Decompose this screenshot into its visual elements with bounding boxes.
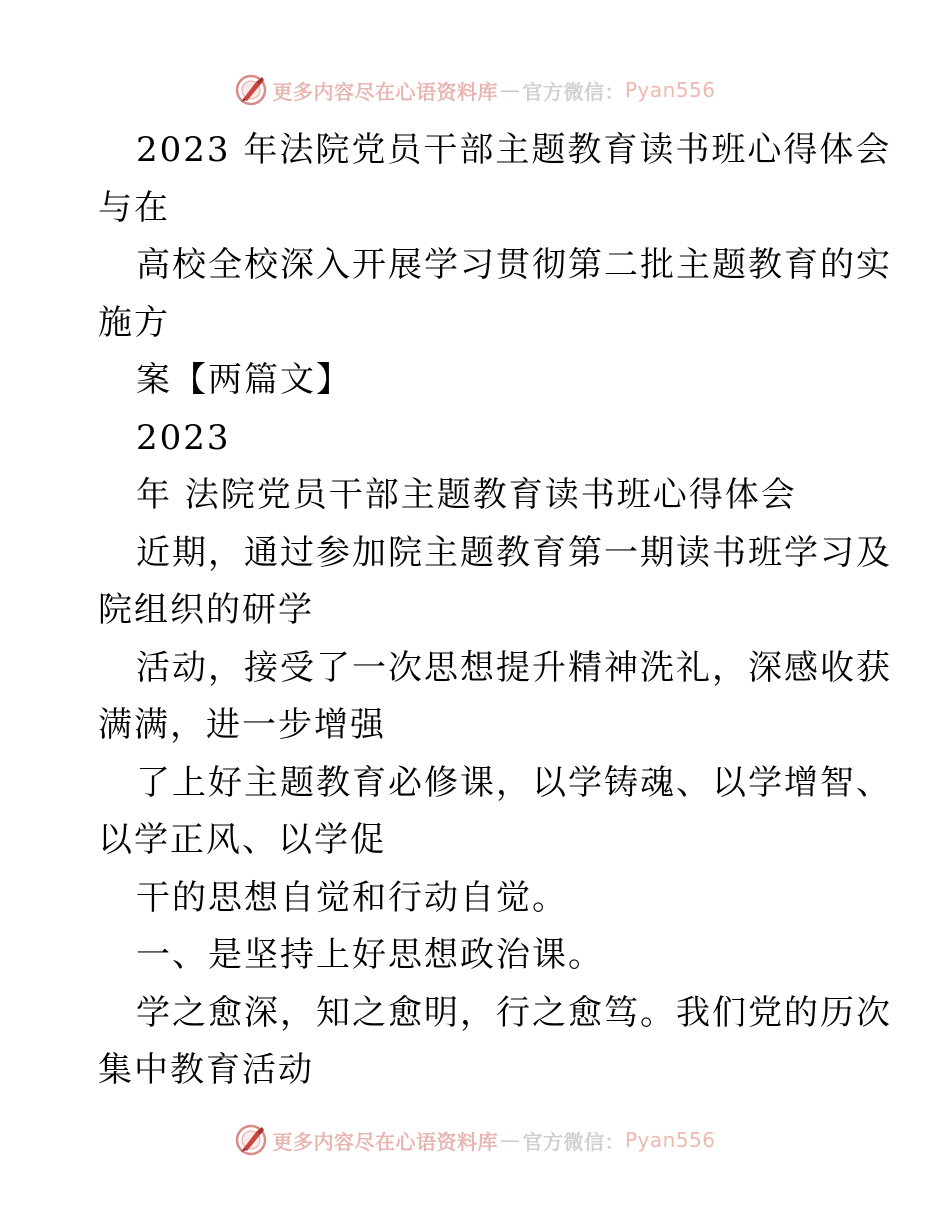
doc-line: 学之愈深，知之愈明，行之愈笃。我们党的历次 — [136, 992, 892, 1033]
doc-line: 干的思想自觉和行动自觉。 — [136, 877, 568, 918]
doc-line: 2023 年法院党员干部主题教育读书班心得体会 — [136, 130, 892, 170]
doc-line: 了上好主题教育必修课，以学铸魂、以学增智、 — [136, 762, 892, 803]
watermark-dash: — — [499, 78, 521, 102]
header-watermark — [0, 70, 950, 110]
footer-watermark — [0, 1120, 950, 1160]
doc-line: 集中教育活动 — [98, 1050, 314, 1090]
quill-pen-logo-icon — [234, 73, 268, 107]
doc-line: 满满，进一步增强 — [98, 705, 386, 745]
doc-line: 2023 — [136, 417, 231, 458]
doc-line: 院组织的研学 — [98, 590, 314, 630]
doc-line: 近期，通过参加院主题教育第一期读书班学习及 — [136, 532, 892, 573]
watermark-wechat-id: Pyan556 — [624, 1128, 716, 1152]
watermark-wechat-label: 官方微信： — [522, 1129, 625, 1154]
doc-line: 与在 — [98, 187, 170, 228]
doc-line: 以学正风、以学促 — [98, 820, 386, 860]
document-body — [98, 122, 892, 1100]
watermark-main-text: 更多内容尽在心语资料库 — [272, 1129, 498, 1154]
doc-line: 活动，接受了一次思想提升精神洗礼，深感收获 — [136, 647, 892, 688]
watermark-wechat-id: Pyan556 — [624, 78, 716, 102]
doc-line: 高校全校深入开展学习贯彻第二批主题教育的实 — [136, 245, 892, 285]
doc-line: 一、是坚持上好思想政治课。 — [136, 935, 604, 975]
watermark-dash: — — [499, 1128, 521, 1152]
doc-line: 年 法院党员干部主题教育读书班心得体会 — [136, 475, 797, 515]
watermark-wechat-label: 官方微信： — [522, 79, 625, 104]
doc-line: 案【两篇文】 — [136, 360, 352, 400]
watermark-main-text: 更多内容尽在心语资料库 — [272, 79, 498, 104]
doc-line: 施方 — [98, 302, 170, 343]
quill-pen-logo-icon — [234, 1123, 268, 1157]
